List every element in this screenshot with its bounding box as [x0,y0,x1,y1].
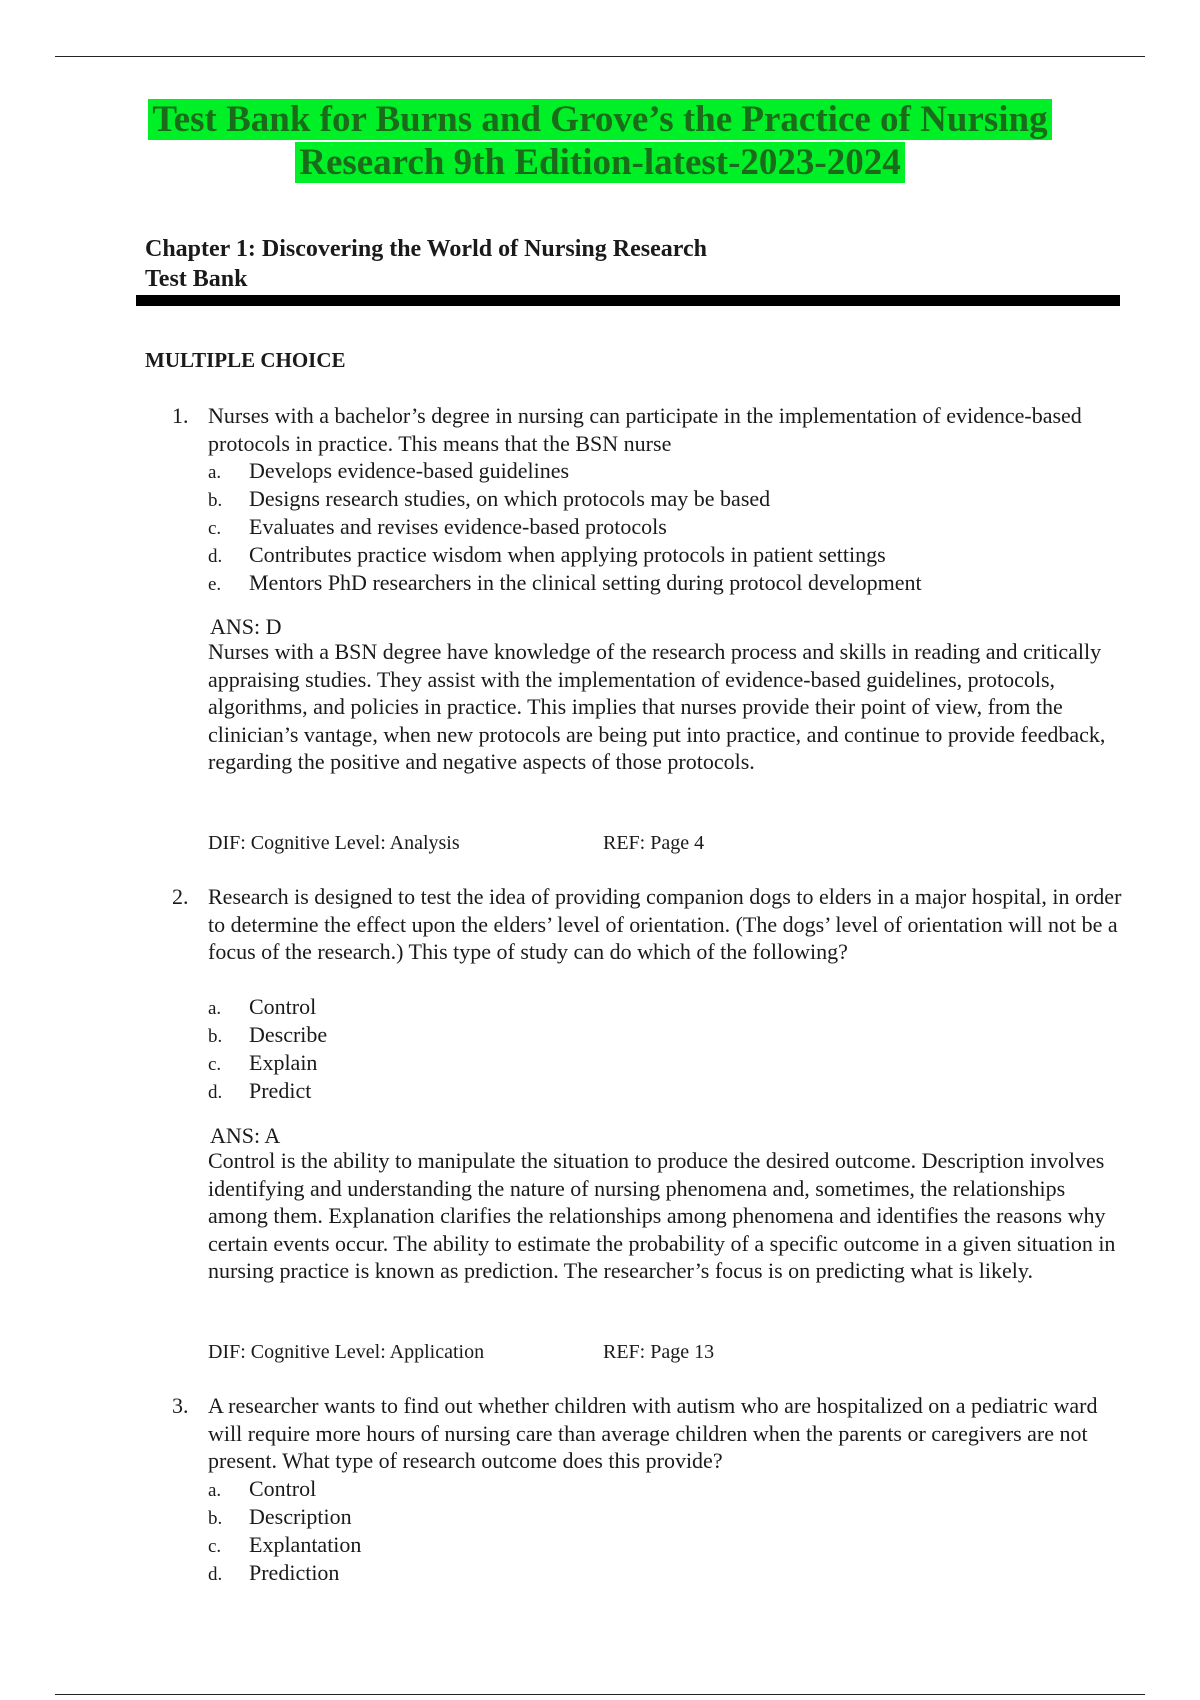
answer-option: e. Mentors PhD researchers in the clinical setting during protocol development [208,570,922,595]
answer-option: b. Describe [208,1022,328,1047]
question-metadata [208,1339,1108,1367]
title-line-2: Research 9th Edition-latest-2023-2024 [295,142,905,183]
answer-option: a. Control [208,1476,317,1501]
answer-option: b. Description [208,1504,352,1529]
answer-option: c. Explantation [208,1532,362,1557]
question-number: 1. [172,403,189,428]
answer-option: a. Develops evidence-based guidelines [208,458,570,483]
heading-rule [136,295,1120,306]
answer-option: c. Explain [208,1050,318,1075]
question-stem: Nurses with a bachelor’s degree in nursing can participate in the implementation of evidence-based protocols in practice. This means that the BSN nurse [208,403,1082,456]
answer-option: a. Control [208,994,317,1019]
bottom-rule [55,1694,1145,1695]
question-stem: Research is designed to test the idea of providing companion dogs to elders in a major hospital, in order to determine the effect upon the elders’ level of orientation. (The dogs’ level of orientation will not be a focus of the research.) This type of study can do which of the following? [208,884,1122,964]
question-number: 3. [172,1393,189,1418]
answer-option: b. Designs research studies, on which protocols may be based [208,486,771,511]
rationale: Nurses with a BSN degree have knowledge of the research process and skills in reading and critically appraising studies. They assist with the implementation of evidence-based guidelines, protocols, algorithms, and policies in practice. This implies that nurses provide their point of view, from the clinician’s vantage, when new protocols are being put into practice, and continue to provide feedback, regarding the positive and negative aspects of those protocols. [208,639,1106,774]
difficulty: DIF: Cognitive Level: Application [208,1341,485,1363]
answer-key: ANS: A [210,1123,281,1148]
document-title [0,98,1200,184]
chapter-subheading: Test Bank [145,266,248,292]
top-rule [55,56,1145,57]
answer-option: c. Evaluates and revises evidence-based protocols [208,514,667,539]
question-number: 2. [172,884,189,909]
title-line-1: Test Bank for Burns and Grove’s the Practice of Nursing [148,99,1051,140]
question-stem: A researcher wants to find out whether children with autism who are hospitalized on a pediatric ward will require more hours of nursing care than average children when the parents or caregivers are not present. What type of research outcome does this provide? [208,1393,1098,1473]
rationale: Control is the ability to manipulate the situation to produce the desired outcome. Description involves identifying and understanding the nature of nursing phenomena and, sometimes, the relationships among them. Explanation clarifies the relationships among phenomena and identifies the reasons why certain events occur. The ability to estimate the probability of a specific outcome in a given situation in nursing practice is known as prediction. The researcher’s focus is on predicting what is likely. [208,1148,1116,1283]
section-heading: MULTIPLE CHOICE [145,348,346,372]
answer-option: d. Prediction [208,1560,340,1585]
page-reference: REF: Page 13 [603,1341,715,1363]
chapter-heading [145,234,707,294]
question-metadata [208,830,1108,858]
answer-key: ANS: D [210,614,282,639]
difficulty: DIF: Cognitive Level: Analysis [208,832,460,854]
chapter-title: Chapter 1: Discovering the World of Nursing Research [145,236,707,262]
page-reference: REF: Page 4 [603,832,705,854]
answer-option: d. Predict [208,1078,312,1103]
answer-option: d. Contributes practice wisdom when applying protocols in patient settings [208,542,886,567]
